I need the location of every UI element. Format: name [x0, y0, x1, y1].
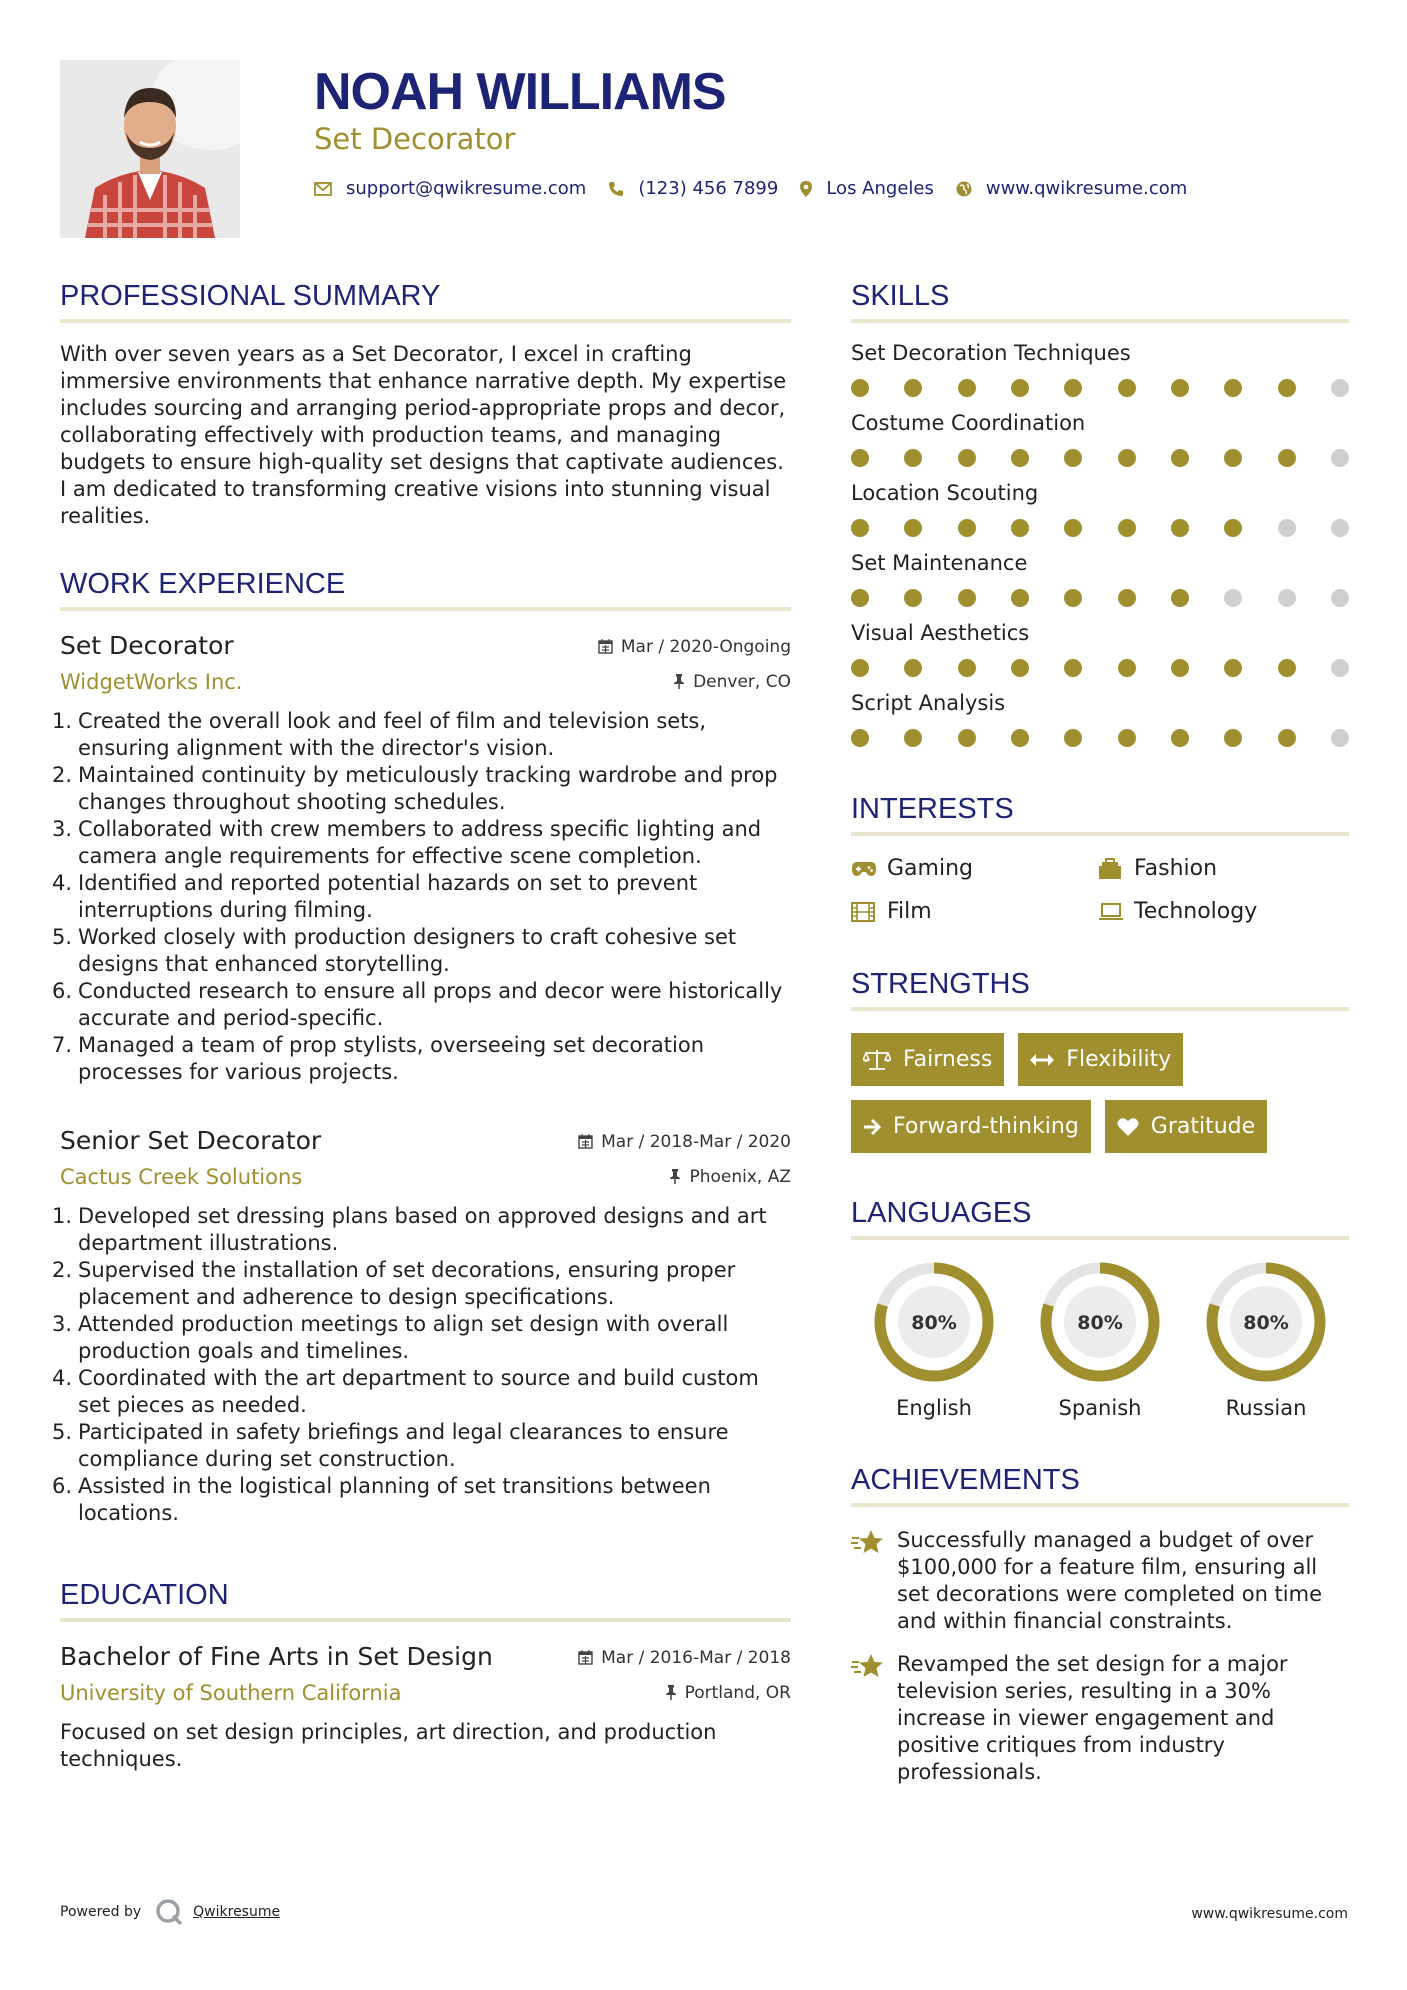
skill-dot [1171, 589, 1189, 607]
skill-dot [958, 379, 976, 397]
skill-dot [1224, 659, 1242, 677]
arrow-right-icon [863, 1118, 881, 1136]
language-item [1183, 1260, 1349, 1420]
trophy-star-icon [851, 1651, 897, 1786]
language-item [851, 1260, 1017, 1420]
language-percent: 80% [911, 1312, 957, 1334]
language-item [1017, 1260, 1183, 1420]
skill-dot [1224, 589, 1242, 607]
envelope-icon [314, 182, 332, 196]
language-ring [872, 1260, 996, 1384]
skill-dot [904, 519, 922, 537]
experience-heading: WORK EXPERIENCE [60, 568, 346, 600]
bullet-number: 1. [52, 709, 73, 733]
skill-dot [958, 519, 976, 537]
skill-dot [851, 519, 869, 537]
skill-dot [1011, 729, 1029, 747]
pushpin-icon [665, 1685, 677, 1700]
achievement-item [851, 1527, 1349, 1635]
bullet-number: 2. [52, 763, 73, 787]
languages-heading: LANGUAGES [851, 1197, 1032, 1229]
bullet-item: 3. Collaborated with crew members to address specific lighting and camera angle requirements for effective scene completion. [52, 817, 762, 868]
laptop-icon [1098, 903, 1134, 921]
section-divider [851, 319, 1349, 323]
skill-dot [1331, 729, 1349, 747]
skill-dot [1171, 449, 1189, 467]
balance-scale-icon [863, 1049, 891, 1071]
language-name: English [896, 1396, 972, 1420]
bullet-number: 4. [52, 871, 73, 895]
left-column [52, 280, 791, 1773]
skill-dot [958, 449, 976, 467]
skill-dot [1011, 589, 1029, 607]
bullet-item: 5. Worked closely with production designers to craft cohesive set designs that enhanced storytelling. [52, 925, 737, 976]
achievement-text: Revamped the set design for a major television series, resulting in a 30% increase in viewer engagement and positive critiques from industry professionals. [897, 1652, 1288, 1784]
skill-rating [851, 729, 1349, 747]
bullet-item: 5. Participated in safety briefings and legal clearances to ensure compliance during set construction. [52, 1420, 729, 1471]
map-marker-icon [800, 181, 812, 197]
language-percent: 80% [1077, 1312, 1123, 1334]
section-divider [60, 319, 791, 323]
skill-dot [1171, 379, 1189, 397]
job-title: Senior Set Decorator [60, 1126, 322, 1155]
film-icon [851, 902, 887, 922]
bullet-number: 3. [52, 1312, 73, 1336]
language-ring [1204, 1260, 1328, 1384]
calendar-icon [578, 1134, 593, 1149]
skill-dot [1331, 379, 1349, 397]
section-divider [851, 1503, 1349, 1507]
skill-item [851, 551, 1349, 607]
shopping-bag-icon [1098, 858, 1134, 880]
skill-dot [1118, 519, 1136, 537]
section-divider [851, 1236, 1349, 1240]
bullet-item: 1. Created the overall look and feel of film and television sets, ensuring alignment with the director's vision. [52, 709, 707, 760]
strengths-heading: STRENGTHS [851, 968, 1030, 1000]
skill-dot [1331, 659, 1349, 677]
summary-section [60, 280, 791, 530]
company-name: Cactus Creek Solutions [60, 1165, 303, 1189]
strength-tag: Fairness [851, 1033, 1004, 1086]
globe-icon [956, 181, 972, 197]
skills-section [851, 280, 1349, 747]
pushpin-icon [673, 674, 685, 689]
phone-text: (123) 456 7899 [638, 178, 779, 199]
skill-dot [851, 589, 869, 607]
contact-location [800, 178, 934, 199]
degree-title: Bachelor of Fine Arts in Set Design [60, 1642, 493, 1671]
interest-item: Film [851, 899, 1098, 924]
bullet-item: 6. Conducted research to ensure all props and decor were historically accurate and period-specific. [52, 979, 783, 1030]
education-section [60, 1579, 791, 1773]
company-name: WidgetWorks Inc. [60, 670, 243, 694]
skill-dot [1064, 519, 1082, 537]
skill-name: Visual Aesthetics [851, 621, 1030, 645]
bullet-number: 2. [52, 1258, 73, 1282]
skill-dot [1064, 379, 1082, 397]
strengths-section [851, 968, 1349, 1153]
candidate-name: NOAH WILLIAMS [314, 63, 726, 121]
skill-dot [1278, 729, 1296, 747]
gamepad-icon [851, 861, 887, 877]
skill-dot [1278, 449, 1296, 467]
skill-dot [904, 589, 922, 607]
skill-dot [1278, 519, 1296, 537]
skill-dot [1118, 729, 1136, 747]
bullet-number: 4. [52, 1366, 73, 1390]
skill-name: Script Analysis [851, 691, 1006, 715]
skill-dot [904, 449, 922, 467]
job-location: Phoenix, AZ [669, 1167, 791, 1187]
skill-dot [851, 729, 869, 747]
skill-dot [904, 729, 922, 747]
skill-dot [1224, 449, 1242, 467]
calendar-icon [578, 1650, 593, 1665]
job-date: Mar / 2018-Mar / 2020 [578, 1132, 791, 1152]
job-entry [52, 1126, 791, 1527]
job-date: Mar / 2020-Ongoing [598, 637, 791, 657]
strength-tag: Gratitude [1105, 1100, 1267, 1153]
bullet-number: 6. [52, 979, 73, 1003]
skill-item [851, 621, 1349, 677]
website-text: www.qwikresume.com [985, 178, 1188, 199]
pushpin-icon [669, 1169, 681, 1184]
skill-dot [1171, 729, 1189, 747]
bullet-number: 1. [52, 1204, 73, 1228]
skill-dot [1224, 379, 1242, 397]
skill-dot [1118, 589, 1136, 607]
skill-name: Costume Coordination [851, 411, 1086, 435]
location-text: Los Angeles [826, 178, 934, 199]
skill-rating [851, 449, 1349, 467]
skill-dot [1331, 449, 1349, 467]
section-divider [60, 1618, 791, 1622]
skill-dot [1278, 379, 1296, 397]
skill-dot [1011, 449, 1029, 467]
contact-email[interactable] [314, 178, 586, 199]
interests-heading: INTERESTS [851, 793, 1014, 825]
summary-heading: PROFESSIONAL SUMMARY [60, 280, 441, 312]
skill-name: Set Maintenance [851, 551, 1028, 575]
achievement-item [851, 1651, 1349, 1786]
education-description: Focused on set design principles, art direction, and production techniques. [60, 1720, 717, 1771]
footer-brand-link[interactable]: Qwikresume [193, 1904, 281, 1920]
footer-website[interactable]: www.qwikresume.com [1191, 1906, 1348, 1922]
summary-text: With over seven years as a Set Decorator, I excel in crafting immersive environments that enhance narrative depth. My expertise includes sourcing and arranging period-appropriate props and decor, collaborating effectively with production teams, and managing budgets to ensure high-quality set designs that captivate audiences. I am dedicated to transforming creative visions into stunning visual realities. [60, 342, 787, 528]
skill-dot [1278, 659, 1296, 677]
calendar-icon [598, 639, 613, 654]
achievements-heading: ACHIEVEMENTS [851, 1464, 1080, 1496]
email-text: support@qwikresume.com [346, 178, 587, 199]
skill-dot [851, 659, 869, 677]
strength-tag: Flexibility [1018, 1033, 1183, 1086]
section-divider [60, 607, 791, 611]
skill-rating [851, 379, 1349, 397]
skill-dot [1064, 449, 1082, 467]
skill-dot [1278, 589, 1296, 607]
job-entry [52, 631, 791, 1086]
achievements-section [851, 1464, 1349, 1786]
section-divider [851, 1007, 1349, 1011]
heart-icon [1117, 1117, 1139, 1137]
skill-dot [1064, 729, 1082, 747]
bullet-item: 1. Developed set dressing plans based on approved designs and art department illustrations. [52, 1204, 767, 1255]
skill-dot [851, 379, 869, 397]
bullet-item: 7. Managed a team of prop stylists, overseeing set decoration processes for various projects. [52, 1033, 705, 1084]
languages-section [851, 1197, 1349, 1420]
language-ring [1038, 1260, 1162, 1384]
contact-phone[interactable] [608, 178, 778, 199]
job-title: Set Decorator [60, 631, 234, 660]
section-divider [851, 832, 1349, 836]
bullet-number: 6. [52, 1474, 73, 1498]
profile-photo [60, 60, 240, 238]
bullet-number: 5. [52, 925, 73, 949]
interests-list [851, 856, 1349, 924]
school-name: University of Southern California [60, 1681, 402, 1705]
interests-section [851, 793, 1349, 924]
skill-dot [1064, 659, 1082, 677]
skill-dot [958, 659, 976, 677]
bullet-number: 7. [52, 1033, 73, 1057]
languages-list [851, 1260, 1349, 1420]
skill-name: Set Decoration Techniques [851, 341, 1131, 365]
qwikresume-logo-icon [155, 1898, 183, 1926]
skill-dot [1064, 589, 1082, 607]
skill-item [851, 481, 1349, 537]
skill-dot [851, 449, 869, 467]
job-bullets [52, 1203, 791, 1527]
skill-dot [904, 659, 922, 677]
skill-dot [1171, 659, 1189, 677]
education-location: Portland, OR [665, 1683, 791, 1703]
skill-dot [1171, 519, 1189, 537]
arrows-horizontal-icon [1030, 1053, 1054, 1067]
strengths-list [851, 1033, 1349, 1153]
skill-rating [851, 659, 1349, 677]
skill-dot [1331, 589, 1349, 607]
footer-powered-by: Powered by Qwikresume [60, 1898, 280, 1926]
skills-heading: SKILLS [851, 280, 950, 312]
skill-dot [904, 379, 922, 397]
skill-dot [1118, 659, 1136, 677]
skill-dot [1011, 379, 1029, 397]
language-name: Russian [1225, 1396, 1307, 1420]
skill-dot [1011, 519, 1029, 537]
trophy-star-icon [851, 1527, 897, 1635]
language-percent: 80% [1243, 1312, 1289, 1334]
experience-section [52, 568, 791, 1527]
skill-dot [1118, 449, 1136, 467]
bullet-number: 3. [52, 817, 73, 841]
bullet-item: 6. Assisted in the logistical planning of set transitions between locations. [52, 1474, 711, 1525]
interest-item: Technology [1098, 899, 1345, 924]
skill-item [851, 691, 1349, 747]
bullet-item: 2. Maintained continuity by meticulously tracking wardrobe and prop changes throughout shooting schedules. [52, 763, 778, 814]
education-entry [60, 1642, 791, 1773]
skill-item [851, 411, 1349, 467]
achievement-text: Successfully managed a budget of over $100,000 for a feature film, ensuring all set decorations were completed on time and within financial constraints. [897, 1528, 1322, 1633]
skill-rating [851, 589, 1349, 607]
skill-dot [1224, 729, 1242, 747]
skill-dot [958, 589, 976, 607]
bullet-item: 2. Supervised the installation of set decorations, ensuring proper placement and adherence to design specifications. [52, 1258, 736, 1309]
skill-rating [851, 519, 1349, 537]
skill-dot [1011, 659, 1029, 677]
bullet-item: 4. Identified and reported potential hazards on set to prevent interruptions during filming. [52, 871, 698, 922]
skill-name: Location Scouting [851, 481, 1039, 505]
skill-dot [958, 729, 976, 747]
strength-tag: Forward-thinking [851, 1100, 1091, 1153]
skill-dot [1331, 519, 1349, 537]
education-date: Mar / 2016-Mar / 2018 [578, 1648, 791, 1668]
right-column [851, 280, 1349, 1786]
interest-item: Gaming [851, 856, 1098, 881]
bullet-number: 5. [52, 1420, 73, 1444]
job-location: Denver, CO [673, 672, 791, 692]
candidate-role: Set Decorator [314, 122, 516, 156]
bullet-item: 4. Coordinated with the art department to source and build custom set pieces as needed. [52, 1366, 759, 1417]
interest-item: Fashion [1098, 856, 1345, 881]
language-name: Spanish [1058, 1396, 1142, 1420]
bullet-item: 3. Attended production meetings to align set design with overall production goals and timelines. [52, 1312, 729, 1363]
contact-bar [314, 178, 1209, 199]
job-bullets [52, 708, 791, 1086]
education-heading: EDUCATION [60, 1579, 229, 1611]
phone-icon [608, 181, 624, 197]
contact-website[interactable] [956, 178, 1187, 199]
skill-dot [1118, 379, 1136, 397]
skill-dot [1224, 519, 1242, 537]
skill-item [851, 341, 1349, 397]
